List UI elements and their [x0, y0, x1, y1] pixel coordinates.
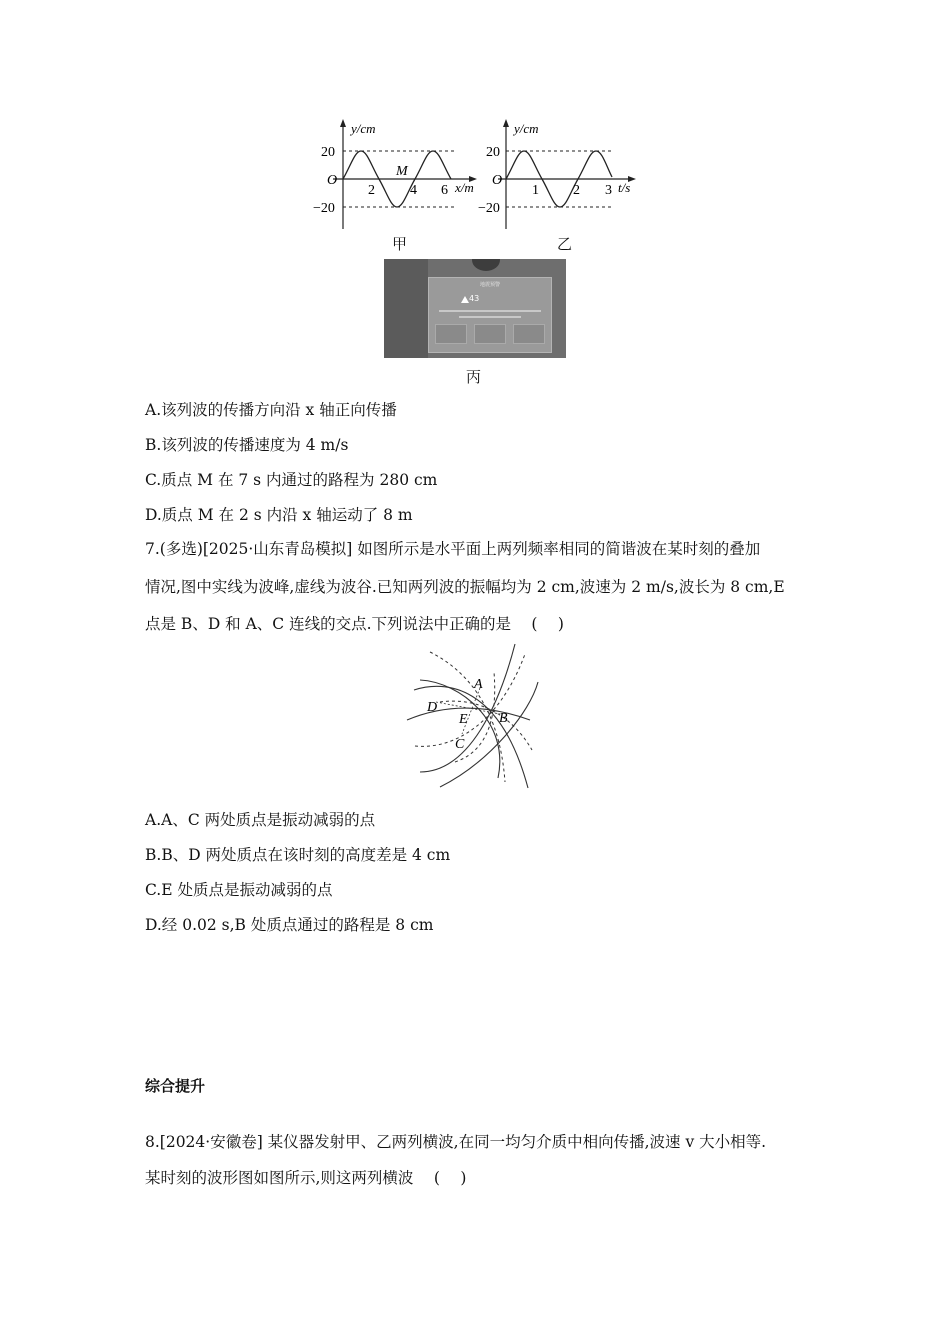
q8-stem-line1: 8.[2024·安徽卷] 某仪器发射甲、乙两列横波,在同一均匀介质中相向传播,波速 v 大小相等.	[145, 1133, 767, 1151]
jia-point-m: M	[396, 164, 408, 179]
q7-stem-line2: 情况,图中实线为波峰,虚线为波谷.已知两列波的振幅均为 2 cm,波速为 2 m/s,波长为 8 cm,E	[145, 578, 785, 596]
jia-tick-x-4: 4	[410, 183, 417, 198]
q7-option-d: D.经 0.02 s,B 处质点通过的路程是 8 cm	[145, 916, 434, 934]
figure-jia-wave-graph	[305, 115, 490, 235]
point-c: C	[455, 737, 465, 752]
jia-tick-y-neg20: −20	[313, 201, 335, 216]
q8-stem-line2: 某时刻的波形图如图所示,则这两列横波 ( )	[145, 1169, 467, 1187]
yi-tick-x-1: 1	[532, 183, 539, 198]
yi-tick-y-20: 20	[486, 145, 500, 160]
point-d: D	[427, 700, 438, 715]
earthquake-alert-screen	[428, 277, 552, 353]
q7-stem-line3: 点是 B、D 和 A、C 连线的交点.下列说法中正确的是 ( )	[145, 615, 564, 633]
jia-ylabel: y/cm	[351, 121, 376, 136]
q7-option-a: A.A、C 两处质点是振动减弱的点	[145, 811, 376, 829]
q7-stem-line1: 7.(多选)[2025·山东青岛模拟] 如图所示是水平面上两列频率相同的简谐波在某时刻的叠加	[145, 540, 761, 558]
caption-jia: 甲	[392, 235, 408, 253]
yi-tick-x-2: 2	[573, 183, 580, 198]
point-e: E	[459, 712, 468, 727]
jia-xlabel: x/m	[455, 180, 474, 195]
point-b: B	[499, 711, 508, 726]
alert-screen-title: 地震预警	[479, 282, 500, 288]
jia-tick-y-20: 20	[321, 145, 335, 160]
q6-option-b: B.该列波的传播速度为 4 m/s	[145, 436, 349, 454]
figure-bing-photo	[384, 259, 566, 358]
q6-option-a: A.该列波的传播方向沿 x 轴正向传播	[145, 401, 397, 419]
figure-yi-vibration-graph	[472, 115, 647, 235]
jia-tick-x-2: 2	[368, 183, 375, 198]
section-title: 综合提升	[145, 1077, 206, 1095]
yi-ylabel: y/cm	[514, 121, 539, 136]
jia-origin: O	[327, 173, 338, 188]
warning-triangle-icon	[461, 296, 469, 303]
caption-bing: 丙	[466, 368, 482, 386]
q6-option-d: D.质点 M 在 2 s 内沿 x 轴运动了 8 m	[145, 506, 413, 524]
q7-option-c: C.E 处质点是振动减弱的点	[145, 881, 333, 899]
jia-tick-x-6: 6	[441, 183, 448, 198]
yi-tick-x-3: 3	[605, 183, 612, 198]
caption-yi: 乙	[557, 235, 573, 253]
yi-tick-y-neg20: −20	[478, 201, 500, 216]
q6-option-c: C.质点 M 在 7 s 内通过的路程为 280 cm	[145, 471, 438, 489]
q7-option-b: B.B、D 两处质点在该时刻的高度差是 4 cm	[145, 846, 451, 864]
yi-xlabel: t/s	[618, 180, 631, 195]
point-a: A	[474, 677, 483, 692]
alert-number: 43	[469, 294, 480, 303]
yi-origin: O	[492, 173, 503, 188]
figure-wave-interference	[400, 642, 550, 792]
